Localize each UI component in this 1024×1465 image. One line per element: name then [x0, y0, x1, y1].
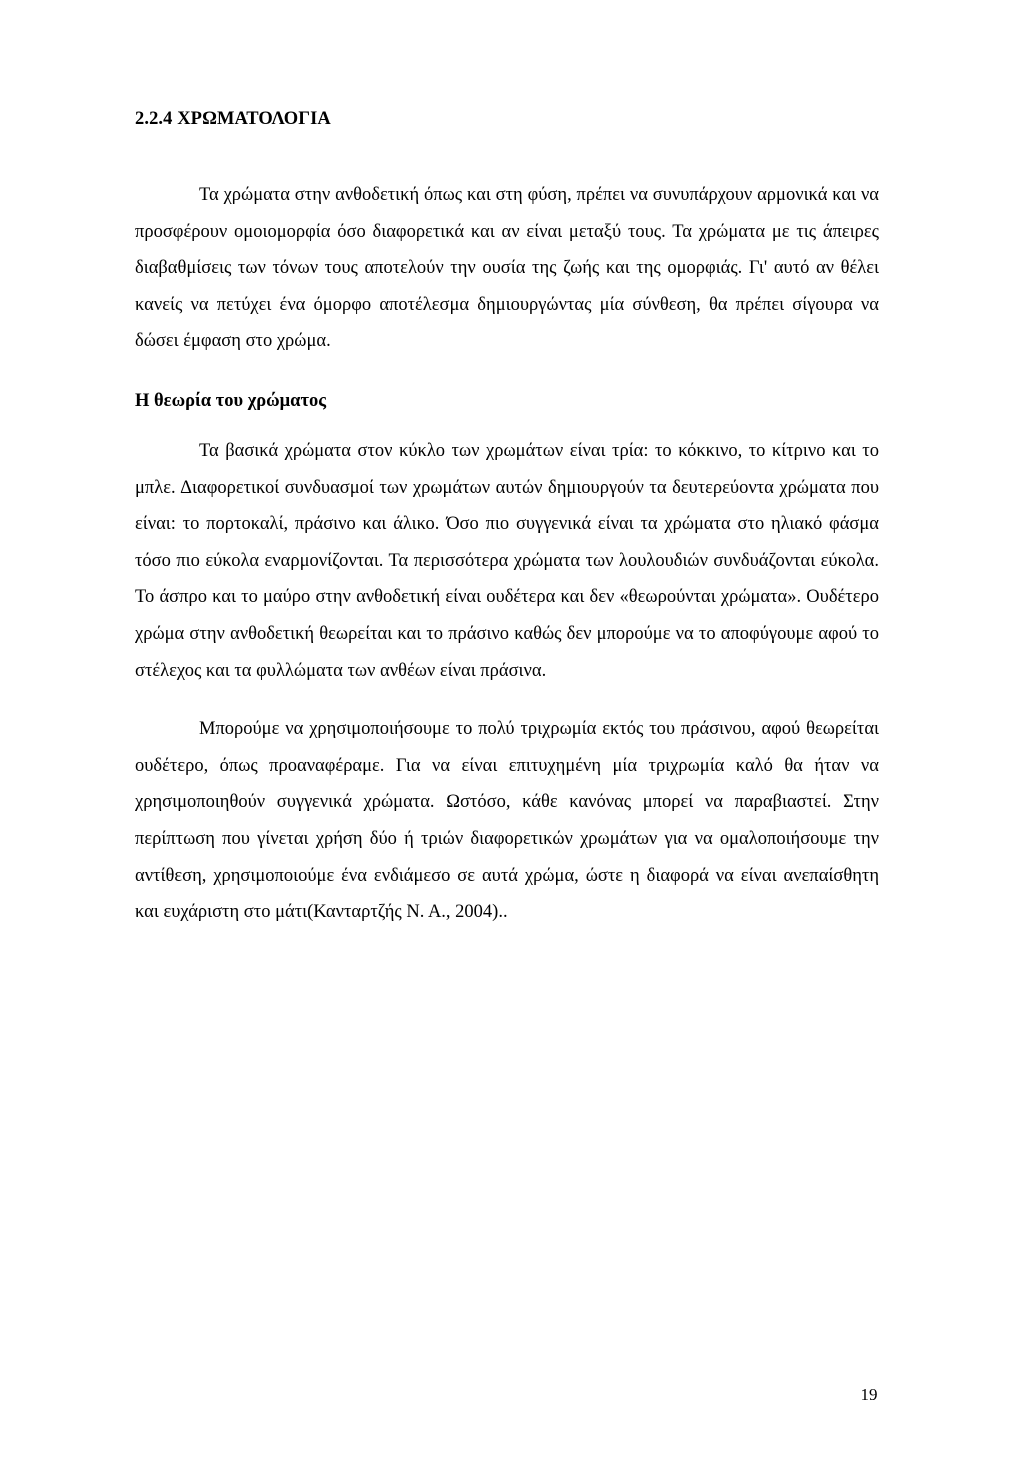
paragraph-trichromy: Μπορούμε να χρησιμοποιήσουμε το πολύ τριχρωμία εκτός του πράσινου, αφού θεωρείται ουδέτερο, όπως προαναφέραμε. Για να είναι επιτυχημένη μία τριχρωμία καλό θα ήταν να χρησιμοποιηθούν συγγενικά χρώματα. Ωστόσο, κάθε κανόνας μπορεί να παραβιαστεί. Στην περίπτωση που γίνεται χρήση δύο ή τριών διαφορετικών χρωμάτων για να ομαλοποιήσουμε την αντίθεση, χρησιμοποιούμε ένα ενδιάμεσο σε αυτά χρώμα, ώστε η διαφορά να είναι ανεπαίσθητη και ευχάριστη στο μάτι(Κανταρτζής Ν. Α., 2004).. — [135, 719, 879, 923]
paragraph-primary-colors: Τα βασικά χρώματα στον κύκλο των χρωμάτων είναι τρία: το κόκκινο, το κίτρινο και το μπλε. Διαφορετικοί συνδυασμοί των χρωμάτων αυτών δημιουργούν τα δευτερεύοντα χρώματα που είναι: το πορτοκαλί, πράσινο και άλικο. Όσο πιο συγγενικά είναι τα χρώματα στο ηλιακό φάσμα τόσο πιο εύκολα εναρμονίζονται. Τα περισσότερα χρώματα των λουλουδιών συνδυάζονται εύκολα. Το άσπρο και το μαύρο στην ανθοδετική είναι ουδέτερα και δεν «θεωρούνται χρώματα». Ουδέτερο χρώμα στην ανθοδετική θεωρείται και το πράσινο καθώς δεν μπορούμε να το αποφύγουμε αφού το στέλεχος και τα φυλλώματα των ανθέων είναι πράσινα. — [135, 440, 879, 681]
section-heading: 2.2.4 ΧΡΩΜΑΤΟΛΟΓΙΑ — [135, 109, 331, 129]
subheading-color-theory: Η θεωρία του χρώματος — [135, 390, 327, 411]
page-content — [135, 104, 879, 931]
paragraph-colorology-intro: Τα χρώματα στην ανθοδετική όπως και στη φύση, πρέπει να συνυπάρχουν αρμονικά και να προσφέρουν ομοιομορφία όσο διαφορετικά και αν είναι μεταξύ τους. Τα χρώματα με τις άπειρες διαβαθμίσεις των τόνων τους αποτελούν την ουσία της ζωής και της ομορφιάς. Γι' αυτό αν θέλει κανείς να πετύχει ένα όμορφο αποτέλεσμα δημιουργώντας μία σύνθεση, θα πρέπει σίγουρα να δώσει έμφαση στο χρώμα. — [135, 185, 879, 352]
page-number: 19 — [860, 1385, 878, 1404]
